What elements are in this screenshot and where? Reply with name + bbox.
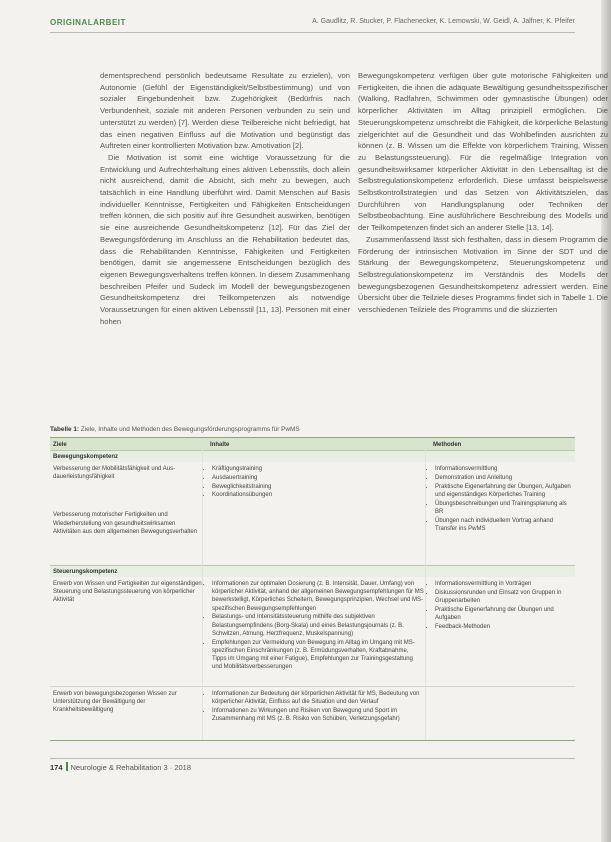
column-header-inhalte: Inhalte [210, 442, 230, 448]
paragraph: Bewegungskompetenz verfügen über gute motorische Fähigkeiten und Fertigkeiten, die ihnen die adäquate Bewältigung gesundheitsspezifischer (Walking, Radfahren, Schwimmen oder gymnastische Übungen) oder körperlicher Aktivitäten im Alltag prinzipiell ermöglichen. Die Steuerungskompetenz umschreibt die Fähigkeit, die körperliche Belastung zielgerichtet auf die Gesundheit und das Wohlbefinden ausrichten zu können (z. B. Wissen um die Effekte von körperlichem Training, Wissen zu Belastungssteuerung). Für die regelmäßige Integration von gesundheitswirksamer körperlicher Aktivität in den Lebensalltag ist die Selbstregulationskompetenz erforderlich. Diese umfasst beispielsweise Selbstkontrollstrategien und das Setzen von Aktivitätszielen, das Durchführen von Handlungsplanung oder Techniken der Selbstbeobachtung. Eine ausführlichere Beschreibung des Modells und der Teilkompetenzen findet sich an anderer Stelle [13, 14]. [358, 71, 608, 233]
table-caption [50, 426, 575, 433]
table-1 [50, 437, 575, 747]
page-footer [50, 762, 191, 774]
list-item: • Informationen zur Bedeutung der körperlichen Aktivität für MS, Bedeutung von körperlicher Aktivität, Einfluss auf die Situation und den Verlauf [212, 690, 424, 706]
section-band [50, 450, 575, 462]
journal-name: Neurologie & Rehabilitation 3 · 2018 [70, 763, 192, 772]
table-cell-ziele [53, 465, 203, 536]
table-cell-ziele [53, 690, 203, 715]
cell-text: Verbesserung der Mobilitätsfähigkeit und Ausdauerleistungsfähigkeit [53, 466, 176, 481]
page-number: 174 [50, 763, 63, 772]
paragraph: dementsprechend persönlich bedeutsame Resultate zu erzielen), von Autonomie (Gefühl der Eigenständigkeit/Selbstbestimmung) und von sozialer Eingebundenheit bzw. Zugehörigkeit (Bedürfnis nach Verbundenheit, soziale mit anderen Personen verbunden zu sein und unterstützt zu werden) [7]. Werden diese Teilbereiche nicht befriedigt, hat das einen negativen Einfluss auf die Motivation und begünstigt das Auftreten einer kontrollierten Motivation bzw. Amotivation [2]. [100, 71, 350, 151]
table-caption-text: Ziele, Inhalte und Methoden des Bewegungsförderungsprogramms für PwMS [80, 426, 300, 433]
row-divider [50, 686, 575, 687]
table-cell-methoden [427, 580, 572, 632]
list-item: • Demonstration und Anleitung [435, 474, 572, 482]
table-cell-ziele [53, 580, 203, 605]
list-item: • Belastungs- und Intensitätssteuerung mithilfe des subjektiven Belastungsempfindens (Borg-Skala) und eines Belastungsjournals (z. B. Schwitzen, Atmung, Herzfrequenz, Muskelspannung) [212, 613, 424, 638]
cell-text: Erwerb von bewegungsbezogenen Wissen zur Unterstützung der Bewältigung der Krankheitsbewältigung [53, 691, 177, 714]
section-title: Bewegungskompetenz [53, 454, 119, 460]
section-band [50, 565, 575, 577]
list-item: • Koordinationsübungen [212, 491, 424, 499]
list-item: • Ausdauertraining [212, 474, 424, 482]
footer-separator [66, 762, 68, 771]
column-header-ziele: Ziele [53, 442, 67, 448]
column-divider [202, 450, 203, 740]
cell-text: Verbesserung motorischer Fertigkeiten und Wiederherstellung von gesundheitswirksamen Aktivitäten aus dem allgemeinen Bewegungsverhalten [53, 512, 198, 535]
running-authors: A. Gaudlitz, R. Stucker, P. Flachenecker, K. Lemowski, W. Geidl, A. Jalfner, K. Pfeifer [312, 18, 575, 25]
section-label: ORIGINALARBEIT [50, 18, 126, 27]
list-item: • Informationen zur optimalen Dosierung (z. B. Intensität, Dauer, Umfang) von körperlicher Aktivität, anhand der allgemeinen Bewegungsempfehlungen für MS bewerkstelligt, Körperliches Scheitern, Bewegungsprinzipien, Wechsel und MS-spezifischen Bewegungsempfehlungen [212, 580, 424, 613]
list-item: • Empfehlungen zur Vermeidung von Bewegung im Alltag im Umgang mit MS-spezifischen Einschränkungen (z. B. Ermüdungsverhalten, Kraftabnahme, Tipps im Umgang mit einer Fatigue), Empfehlungen zur Trainingsgestaltung und Mobilitätsverbesserungen [212, 639, 424, 672]
list-item: • Übungsbeschreibungen und Trainingsplanung als BR [435, 500, 572, 516]
left-column [100, 70, 350, 430]
list-item: • Praktische Eigenerfahrung der Übungen und Aufgaben [435, 606, 572, 622]
table-bottom-rule [50, 740, 575, 741]
cell-text: Erwerb von Wissen und Fertigkeiten zur eigenständigen Steuerung und Belastungssteuerung von körperlicher Aktivität [53, 581, 202, 604]
column-header-methoden: Methoden [433, 442, 462, 448]
paragraph: Die Motivation ist somit eine wichtige Voraussetzung für die Entwicklung und Aufrechterhaltung eines aktiven Lebensstils, doch allein nicht ausreichend, damit die Absicht, sich mehr zu bewegen, auch tatsächlich in eine Handlung überführt wird. Damit Menschen auf Basis individueller Kenntnisse, Fertigkeiten und Fähigkeiten Entscheidungen treffen können, die sich positiv auf ihre Gesundheit auswirken, benötigen sie eine ausreichende Gesundheitskompetenz [12]. Für das Ziel der Bewegungsförderung im Anschluss an die Rehabilitation bedeutet das, dass die Rehabilitanden Kenntnisse, Fähigkeiten und Fertigkeiten benötigen, damit sie angemessene Entscheidungen bezüglich des eigenen Bewegungsverhaltens treffen können. In diesem Zusammenhang beschreiben Pfeifer und Sudeck im Modell der bewegungsbezogenen Gesundheitskompetenz drei Teilkompetenzen als notwendige Voraussetzungen für einen aktiven Lebensstil [11, 13]. Personen mit einer hohen [100, 152, 350, 326]
paragraph: Zusammenfassend lässt sich festhalten, dass in diesem Programm die Förderung der intrinsischen Motivation im Sinne der SDT und die Stärkung der Bewegungskompetenz, Steuerungskompetenz und Selbstregulationskompetenz im Verständnis des Modells der bewegungsbezogenen Gesundheitskompetenz adressiert werden. Eine Übersicht über die Teilziele dieses Programms findet sich in Tabelle 1. Die verschiedenen Teilziele des Programms und die skizzierten [358, 234, 608, 315]
list-item: • Praktische Eigenerfahrung der Übungen, Aufgaben und eigenständiges Körperliches Training [435, 483, 572, 499]
page-header [50, 18, 575, 30]
table-cell-inhalte [204, 580, 424, 672]
list-item: • Informationsvermittlung in Vorträgen [435, 580, 572, 588]
table-cell-methoden [427, 465, 572, 534]
column-divider [425, 450, 426, 740]
table-cell-inhalte [204, 465, 424, 500]
list-item: • Informationen zu Wirkungen und Risiken von Bewegung und Sport im Zusammenhang mit MS (z. B. Risiko von Schüben, Verletzungsgefahr) [212, 707, 424, 723]
right-column [358, 70, 608, 430]
footer-rule [50, 758, 575, 759]
table-caption-label: Tabelle 1: [50, 426, 80, 433]
table-header [50, 437, 575, 451]
section-title: Steuerungskompetenz [53, 569, 118, 575]
list-item: • Beweglichkeitstraining [212, 483, 424, 491]
list-item: • Kräftigungstraining [212, 465, 424, 473]
table-cell-inhalte [204, 690, 424, 724]
list-item: • Informationsvermittlung [435, 465, 572, 473]
list-item: • Übungen nach individuellem Vortrag anhand Transfer ins PwMS [435, 517, 572, 533]
list-item: • Diskussionsrunden und Einsatz von Gruppen in Gruppenarbeiten [435, 589, 572, 605]
list-item: • Feedback-Methoden [435, 623, 572, 631]
header-rule [50, 32, 575, 33]
